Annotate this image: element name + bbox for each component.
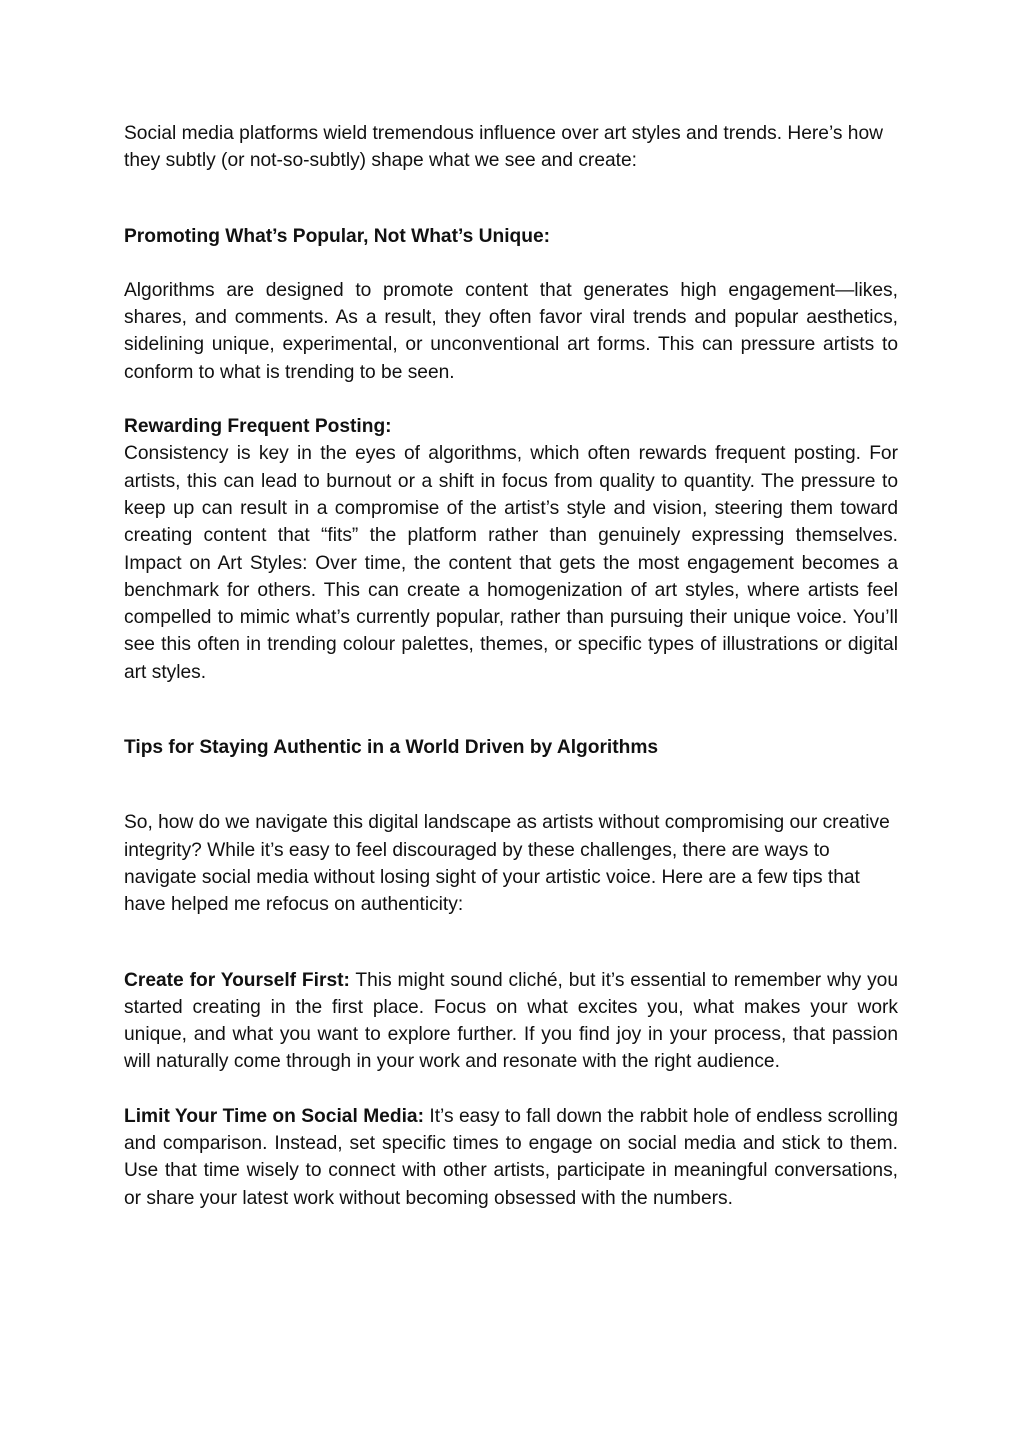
document-page [124, 120, 898, 1212]
heading-promoting-popular: Promoting What’s Popular, Not What’s Unique: [124, 225, 551, 247]
tip-title: Limit Your Time on Social Media: [124, 1105, 424, 1127]
paragraph-promoting-popular: Algorithms are designed to promote content that generates high engagement—likes, shares, and comments. As a result, they often favor viral trends and popular aesthetics, sidelining unique, experimental, or unconventional art forms. This can pressure artists to conform to what is trending to be seen. [124, 279, 898, 383]
tip-create-for-yourself [124, 967, 898, 1076]
tip-title: Create for Yourself First: [124, 969, 350, 991]
heading-rewarding-posting: Rewarding Frequent Posting: [124, 416, 392, 438]
paragraph-rewarding-posting: Consistency is key in the eyes of algorithms, which often rewards frequent posting. For artists, this can lead to burnout or a shift in focus from quality to quantity. The pressure to keep up can result in a compromise of the artist’s style and vision, steering them toward creating content that “fits” the platform rather than genuinely expressing themselves. Impact on Art Styles: Over time, the content that gets the most engagement becomes a benchmark for others. This can create a homogenization of art styles, where artists feel compelled to mimic what’s currently popular, rather than pursuing their unique voice. You’ll see this often in trending colour palettes, themes, or specific types of illustrations or digital art styles. [124, 443, 898, 683]
tip-text: This might sound cliché, but it’s essential to remember why you started creating in the first place. Focus on what excites you, what makes your work unique, and what you want to explore further. If you find joy in your process, that passion will naturally come through in your work and resonate with the right audience. [124, 969, 899, 1073]
tip-limit-time [124, 1103, 898, 1212]
paragraph-tips-intro: So, how do we navigate this digital landscape as artists without compromising our creative integrity? While it’s easy to feel discouraged by these challenges, there are ways to navigate social media without losing sight of your artistic voice. Here are a few tips that have helped me refocus on authenticity: [124, 812, 890, 916]
tip-text: It’s easy to fall down the rabbit hole of endless scrolling and comparison. Instead, set specific times to engage on social media and stick to them. Use that time wisely to connect with other artists, participate in meaningful conversations, or share your latest work without becoming obsessed with the numbers. [124, 1105, 898, 1209]
intro-paragraph: Social media platforms wield tremendous influence over art styles and trends. Here’s how they subtly (or not-so-subtly) shape what we see and create: [124, 123, 883, 172]
heading-tips-authentic: Tips for Staying Authentic in a World Driven by Algorithms [124, 737, 659, 759]
